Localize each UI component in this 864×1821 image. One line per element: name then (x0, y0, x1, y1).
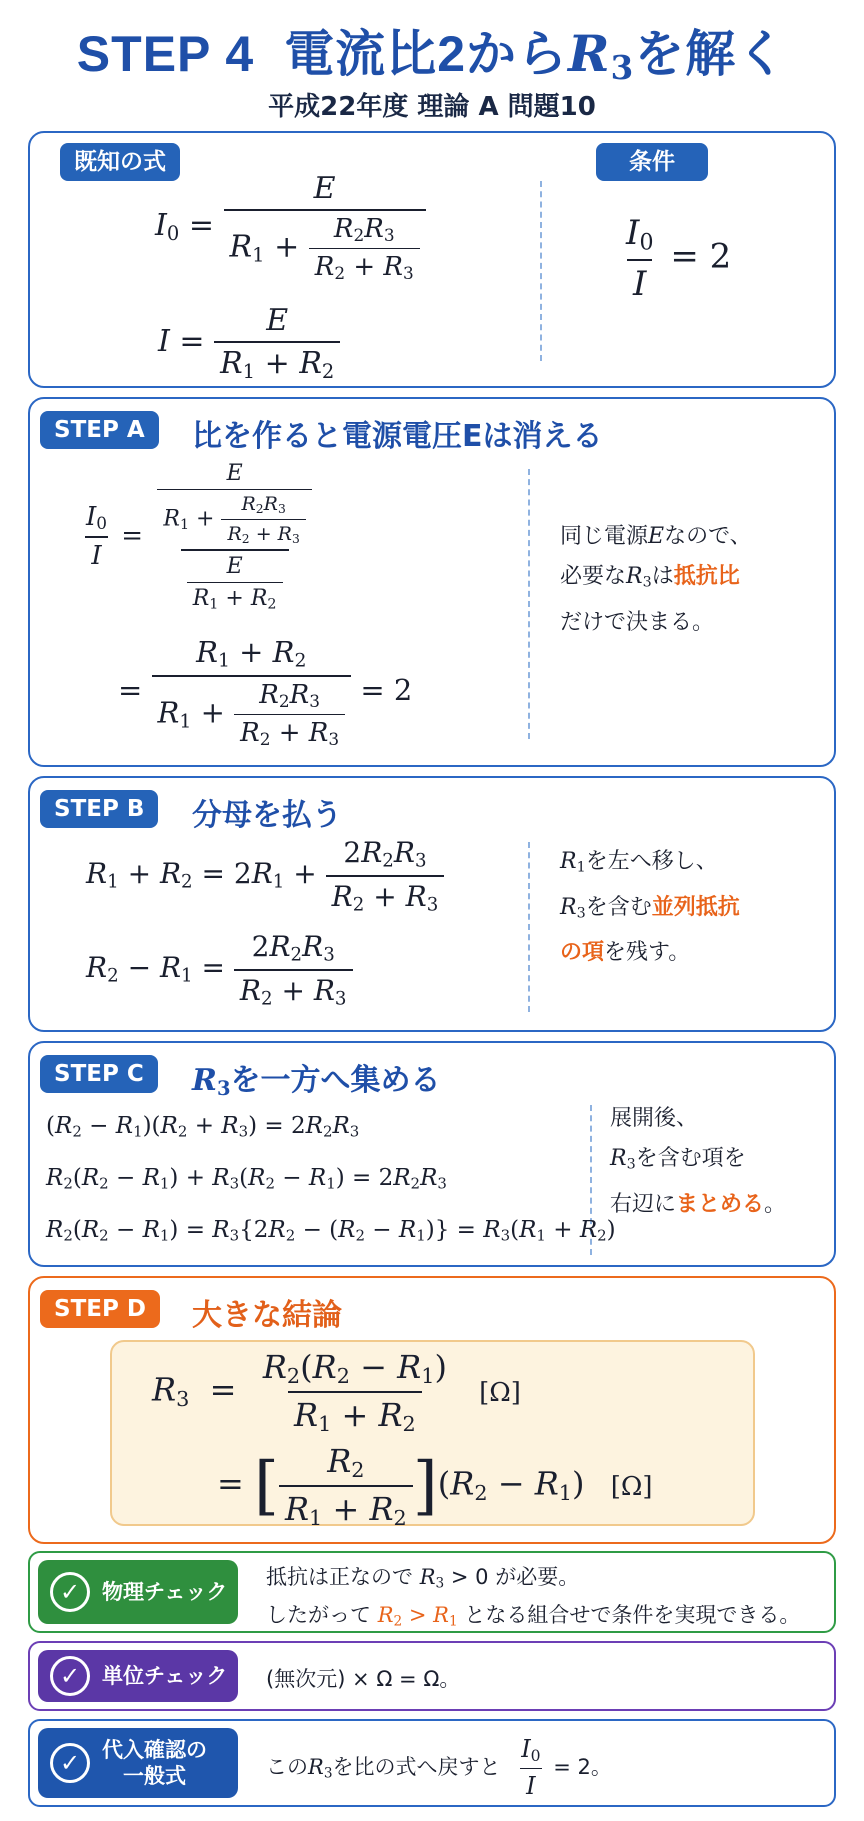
step-c-eq3: $R_2(R_2 - R_1) = R_3\{2R_2 - (R_2 - R_1)\} = R_3(R_1 + R_2)$ (46, 1217, 616, 1245)
substitution-check-text: この$R_3$を比の式へ戻すと $\frac{I_0}{I}$ = 2。 (266, 1735, 612, 1800)
result-eq1: $R_3$ = $\frac{R_2(R_2 - R_1)}{R_1 + R_2}$ [Ω] (152, 1348, 521, 1437)
step-b-panel (28, 776, 836, 1032)
page-title: STEP 4 電流比2から$R_3$を解く (76, 24, 788, 88)
unit-check-panel (28, 1641, 836, 1711)
check-icon: ✓ (50, 1743, 90, 1783)
step-c-heading: $R_3$を一方へ集める (192, 1063, 441, 1100)
step-c-eq1: $(R_2 - R_1)(R_2 + R_3) = 2R_2R_3$ (46, 1113, 360, 1141)
step-a-panel (28, 397, 836, 767)
substitution-check-label: ✓ 代入確認の 一般式 (38, 1728, 238, 1798)
step-c-note: 展開後、 $R_3$を含む項を 右辺にまとめる。 (610, 1106, 787, 1217)
physics-check-label: ✓ 物理チェック (38, 1560, 238, 1624)
unit-check-text: (無次元) × Ω = Ω。 (266, 1667, 461, 1691)
result-box (110, 1340, 755, 1531)
known-formulas-badge: 既知の式 (60, 143, 180, 181)
step-a-simplified: = $R_1 + R_2$ $R_1$ + $\frac{R_2R_3}{R_2 + R_3}$ = 2 (118, 635, 413, 750)
known-formulas-panel (28, 131, 836, 388)
step-d-badge: STEP D (40, 1290, 160, 1328)
check-icon: ✓ (50, 1656, 90, 1696)
step-d-heading: 大きな結論 (192, 1298, 342, 1333)
step-a-heading: 比を作ると電源電圧Eは消える (192, 419, 603, 454)
step-a-note: 同じ電源Eなので、 必要な$R_3$は抵抗比 だけで決まる。 (560, 524, 752, 635)
check-icon: ✓ (50, 1572, 90, 1612)
step-a-ratio: $\frac{I_0}{I}$ = E $R_1$ + $\frac{R_2R_3}{R_2 + R_3}$ $\frac{E}{R_1 + R_2}$ (80, 461, 318, 613)
step-b-badge: STEP B (40, 790, 158, 828)
step-c-badge: STEP C (40, 1055, 158, 1093)
step-b-heading: 分母を払う (192, 798, 342, 833)
step-b-note: $R_1$を左へ移し、 $R_3$を含む並列抵抗 の項を残す。 (560, 849, 740, 966)
condition-formula: $\frac{I_0}{I}$ = 2 (626, 213, 732, 304)
result-eq2: = [ $\frac{R_2}{R_1 + R_2}$ ]$(R_2 - R_1)$ [Ω] (217, 1442, 653, 1531)
substitution-check-panel (28, 1719, 836, 1807)
page-subtitle: 平成22年度 理論 A 問題10 (268, 92, 596, 122)
condition-badge: 条件 (596, 143, 708, 181)
formula-i: I = $\frac{E}{R_1 + R_2}$ (158, 303, 340, 383)
unit-check-label: ✓ 単位チェック (38, 1650, 238, 1702)
step-a-badge: STEP A (40, 411, 159, 449)
step-b-eq2: $R_2 - R_1$ = $\frac{2R_2R_3}{R_2 + R_3}$ (86, 930, 353, 1009)
physics-check-text: 抵抗は正なので $R_3 > 0$ が必要。 したがって $R_2 > R_1$ となる組合せで条件を実現できる。 (266, 1565, 801, 1630)
physics-check-panel (28, 1551, 836, 1633)
step-c-eq2: $R_2(R_2 - R_1) + R_3(R_2 - R_1) = 2R_2R_3$ (46, 1165, 447, 1193)
formula-i0: $I_0$ = E $R_1$ + $\frac{R_2R_3}{R_2 + R_3}$ (155, 171, 426, 283)
step-d-panel (28, 1276, 836, 1544)
step-c-panel (28, 1041, 836, 1267)
step-b-eq1: $R_1 + R_2 = 2R_1$ + $\frac{2R_2R_3}{R_2 + R_3}$ (86, 836, 444, 915)
